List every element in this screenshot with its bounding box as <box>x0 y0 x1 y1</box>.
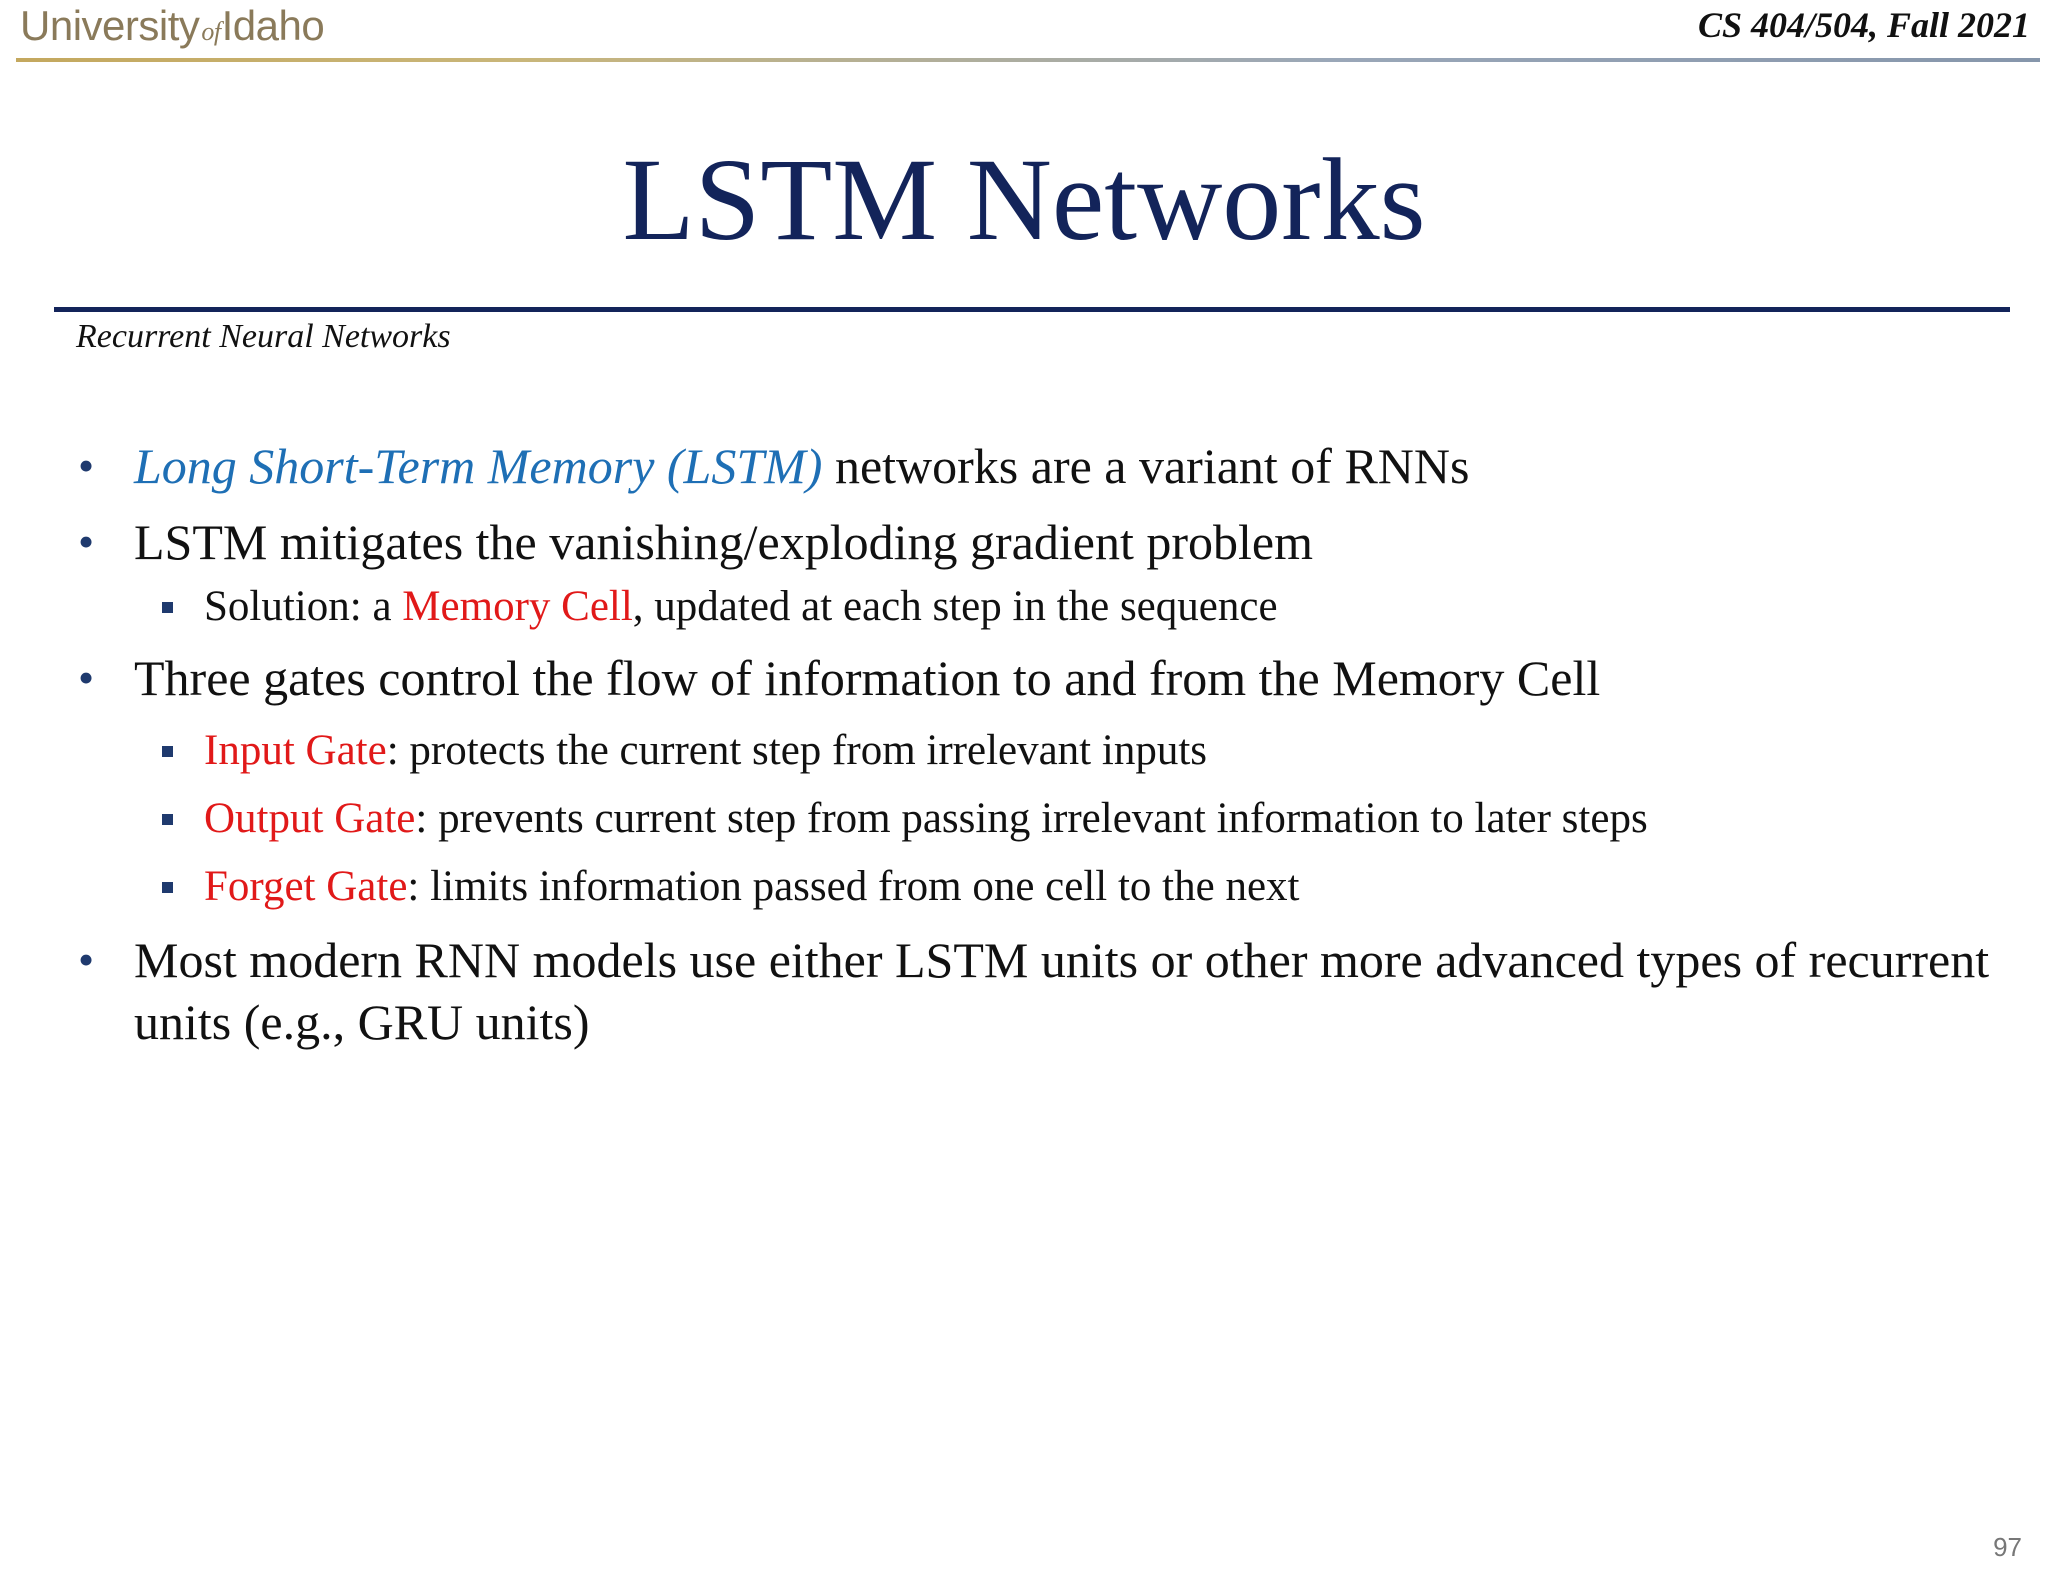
logo-prefix: University <box>20 2 200 49</box>
bullet-item-gradient <box>0 511 2048 573</box>
sub-text-post: : protects the current step from irrelevant inputs <box>386 727 1208 774</box>
forget-gate-term: Forget Gate <box>204 863 408 910</box>
bullet-item-lstm-variant <box>0 435 2048 497</box>
logo-of: of <box>201 17 221 46</box>
bullet-text: networks are a variant of RNNs <box>822 438 1470 494</box>
sub-text-pre: Solution: a <box>204 583 403 630</box>
bullet-dot-icon: • <box>78 516 95 567</box>
sub-item-input-gate <box>0 717 2048 785</box>
sub-item-output-gate <box>0 785 2048 853</box>
slide-subtitle: Recurrent Neural Networks <box>76 318 451 355</box>
bullet-list <box>0 435 2048 1053</box>
memory-cell-term: Memory Cell <box>402 583 633 630</box>
bullet-dot-icon: • <box>78 934 95 985</box>
sub-item-memory-cell <box>0 573 2048 641</box>
lstm-term: Long Short-Term Memory (LSTM) <box>134 438 823 494</box>
bullet-text: Three gates control the flow of information to and from the Memory Cell <box>134 650 1601 706</box>
sub-text-post: : prevents current step from passing irrelevant information to later steps <box>415 795 1648 842</box>
bullet-item-three-gates <box>0 647 2048 709</box>
bullet-text: LSTM mitigates the vanishing/exploding gradient problem <box>134 514 1313 570</box>
bullet-dot-icon: • <box>78 652 95 703</box>
bullet-dot-icon: • <box>78 440 95 491</box>
slide-title: LSTM Networks <box>622 134 1426 265</box>
sub-text-post: , updated at each step in the sequence <box>632 583 1278 630</box>
bullet-text: Most modern RNN models use either LSTM units or other more advanced types of recurrent units (e.g., GRU units) <box>134 932 1990 1050</box>
input-gate-term: Input Gate <box>204 727 387 774</box>
square-bullet-icon <box>162 882 173 893</box>
square-bullet-icon <box>162 814 173 825</box>
square-bullet-icon <box>162 746 173 757</box>
bullet-item-modern-rnn <box>0 929 1994 1053</box>
header-divider <box>16 58 2040 62</box>
title-divider <box>54 307 2010 312</box>
output-gate-term: Output Gate <box>204 795 416 842</box>
logo-suffix: Idaho <box>221 2 325 49</box>
page-number: 97 <box>1993 1532 2022 1562</box>
course-label: CS 404/504, Fall 2021 <box>1697 5 2030 45</box>
sub-item-forget-gate <box>0 853 2048 921</box>
sub-text-post: : limits information passed from one cell to the next <box>407 863 1300 910</box>
square-bullet-icon <box>162 602 173 613</box>
university-logo <box>20 2 324 50</box>
